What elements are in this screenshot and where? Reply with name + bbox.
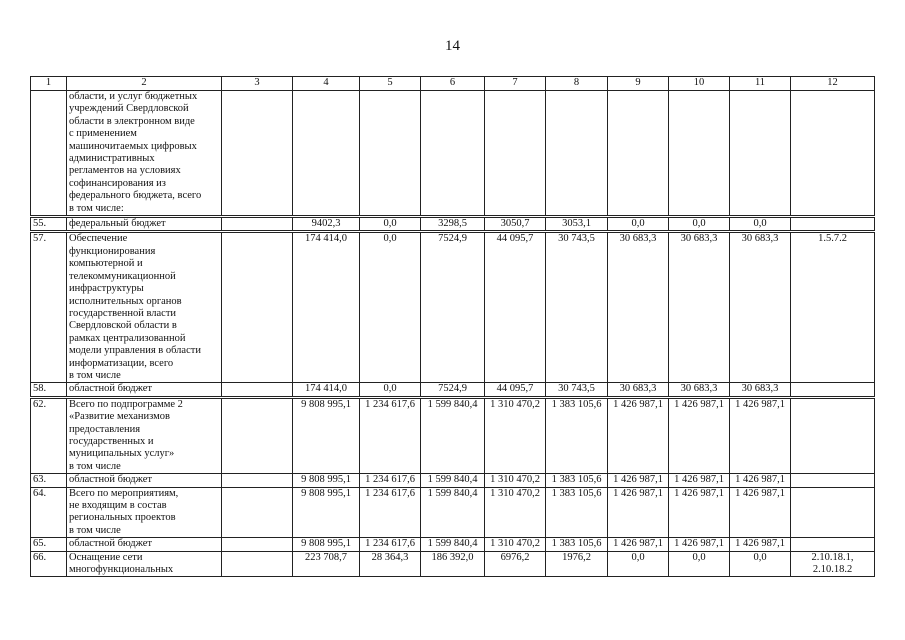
value-cell: 1 426 987,1 <box>669 487 730 538</box>
row-name-line: областной бюджет <box>69 474 152 486</box>
value-cell: 174 414,0 <box>293 383 360 397</box>
table-row <box>31 383 875 397</box>
row-name <box>67 487 222 538</box>
value-cell <box>669 91 730 217</box>
value-cell: 1 310 470,2 <box>485 538 546 551</box>
value-cell: 30 683,3 <box>669 232 730 383</box>
row-name-line: машиночитаемых цифровых <box>69 140 197 152</box>
value-cell: 1 234 617,6 <box>360 487 421 538</box>
row-number: 62. <box>31 397 67 473</box>
value-cell: 1 426 987,1 <box>730 474 791 487</box>
table-row <box>31 487 875 538</box>
value-cell <box>293 91 360 217</box>
value-cell: 30 743,5 <box>546 232 608 383</box>
value-cell: 1 426 987,1 <box>669 538 730 551</box>
row-col3 <box>222 474 293 487</box>
target-code: 1.5.7.2 <box>791 232 875 383</box>
row-number: 55. <box>31 217 67 232</box>
row-name <box>67 474 222 487</box>
value-cell: 30 683,3 <box>730 232 791 383</box>
target-code <box>791 487 875 538</box>
value-cell: 1 383 105,6 <box>546 397 608 473</box>
row-name-line: муниципальных услуг» <box>69 448 175 460</box>
row-name <box>67 217 222 232</box>
value-cell: 1 383 105,6 <box>546 538 608 551</box>
row-name-line: регламентов на условиях <box>69 165 181 177</box>
row-col3 <box>222 383 293 397</box>
value-cell: 1 426 987,1 <box>608 474 669 487</box>
row-name <box>67 397 222 473</box>
value-cell: 1 383 105,6 <box>546 474 608 487</box>
row-name-line: областной бюджет <box>69 538 152 550</box>
value-cell: 9 808 995,1 <box>293 487 360 538</box>
value-cell: 6976,2 <box>485 551 546 577</box>
row-name-line: в том числе: <box>69 202 124 214</box>
row-name-line: региональных проектов <box>69 512 176 524</box>
header-cell: 9 <box>608 77 669 91</box>
row-name-line: в том числе <box>69 369 121 381</box>
row-name-line: государственных и <box>69 435 154 447</box>
row-name-line: административных <box>69 153 155 165</box>
row-name-line: софинансирования из <box>69 177 166 189</box>
value-cell: 28 364,3 <box>360 551 421 577</box>
value-cell: 7524,9 <box>421 232 485 383</box>
value-cell: 1 234 617,6 <box>360 397 421 473</box>
value-cell: 1 599 840,4 <box>421 397 485 473</box>
value-cell: 223 708,7 <box>293 551 360 577</box>
value-cell: 3298,5 <box>421 217 485 232</box>
value-cell: 1 234 617,6 <box>360 538 421 551</box>
table-row <box>31 538 875 551</box>
row-name-line: предоставления <box>69 423 141 435</box>
header-cell: 3 <box>222 77 293 91</box>
row-name-line: в том числе <box>69 460 121 472</box>
value-cell: 1 599 840,4 <box>421 474 485 487</box>
table-row <box>31 551 875 577</box>
row-col3 <box>222 91 293 217</box>
table-header-row <box>31 77 875 91</box>
budget-table <box>30 76 875 577</box>
row-name-line: инфраструктуры <box>69 283 144 295</box>
value-cell: 30 683,3 <box>669 383 730 397</box>
value-cell: 0,0 <box>730 217 791 232</box>
row-name-line: федеральный бюджет <box>69 218 166 230</box>
value-cell: 1 426 987,1 <box>730 538 791 551</box>
value-cell <box>485 91 546 217</box>
row-name-line: учреждений Свердловской <box>69 103 189 115</box>
row-name-line: Всего по мероприятиям, <box>69 487 179 499</box>
value-cell: 9 808 995,1 <box>293 538 360 551</box>
row-name <box>67 551 222 577</box>
row-name-line: федерального бюджета, всего <box>69 190 202 202</box>
value-cell: 1 426 987,1 <box>608 538 669 551</box>
value-cell: 174 414,0 <box>293 232 360 383</box>
value-cell: 1 426 987,1 <box>669 474 730 487</box>
value-cell: 1 599 840,4 <box>421 487 485 538</box>
value-cell <box>730 91 791 217</box>
row-name-line: Свердловской области в <box>69 320 177 332</box>
row-name-line: областной бюджет <box>69 383 152 395</box>
header-cell: 7 <box>485 77 546 91</box>
header-cell: 6 <box>421 77 485 91</box>
value-cell: 1 426 987,1 <box>608 487 669 538</box>
row-name-line: в том числе <box>69 524 121 536</box>
row-name-line: модели управления в области <box>69 345 201 357</box>
page-number: 14 <box>445 38 460 54</box>
row-name <box>67 91 222 217</box>
header-cell: 11 <box>730 77 791 91</box>
table-row <box>31 91 875 217</box>
target-code <box>791 538 875 551</box>
row-name-line: компьютерной и <box>69 258 143 270</box>
row-name-line: Обеспечение <box>69 233 128 245</box>
table-row <box>31 217 875 232</box>
value-cell: 1 426 987,1 <box>608 397 669 473</box>
row-name-line: области, и услуг бюджетных <box>69 91 198 102</box>
row-col3 <box>222 551 293 577</box>
value-cell: 1976,2 <box>546 551 608 577</box>
row-name-line: функционирования <box>69 245 156 257</box>
row-col3 <box>222 232 293 383</box>
value-cell: 186 392,0 <box>421 551 485 577</box>
value-cell: 9 808 995,1 <box>293 474 360 487</box>
value-cell: 1 599 840,4 <box>421 538 485 551</box>
value-cell: 30 683,3 <box>608 383 669 397</box>
target-code <box>791 397 875 473</box>
value-cell: 0,0 <box>360 232 421 383</box>
target-code <box>791 91 875 217</box>
value-cell <box>421 91 485 217</box>
value-cell: 1 310 470,2 <box>485 487 546 538</box>
row-number <box>31 91 67 217</box>
value-cell: 1 383 105,6 <box>546 487 608 538</box>
row-number: 58. <box>31 383 67 397</box>
value-cell: 1 426 987,1 <box>730 487 791 538</box>
value-cell: 7524,9 <box>421 383 485 397</box>
value-cell: 0,0 <box>730 551 791 577</box>
header-cell: 12 <box>791 77 875 91</box>
row-name <box>67 538 222 551</box>
value-cell: 3050,7 <box>485 217 546 232</box>
value-cell: 30 743,5 <box>546 383 608 397</box>
table-row <box>31 474 875 487</box>
value-cell: 30 683,3 <box>730 383 791 397</box>
row-name-line: информатизации, всего <box>69 357 174 369</box>
row-name-line: многофункциональных <box>69 564 174 576</box>
row-col3 <box>222 397 293 473</box>
value-cell: 1 310 470,2 <box>485 474 546 487</box>
value-cell: 44 095,7 <box>485 232 546 383</box>
header-cell: 5 <box>360 77 421 91</box>
target-code: 2.10.18.1, 2.10.18.2 <box>791 551 875 577</box>
row-col3 <box>222 217 293 232</box>
row-number: 57. <box>31 232 67 383</box>
value-cell: 0,0 <box>669 217 730 232</box>
value-cell <box>360 91 421 217</box>
value-cell: 3053,1 <box>546 217 608 232</box>
target-code <box>791 217 875 232</box>
row-name-line: области в электронном виде <box>69 115 195 127</box>
row-name-line: Оснащение сети <box>69 551 143 563</box>
value-cell: 0,0 <box>608 551 669 577</box>
row-name-line: рамках централизованной <box>69 332 186 344</box>
table-row <box>31 232 875 383</box>
row-name-line: государственной власти <box>69 307 177 319</box>
target-code <box>791 383 875 397</box>
value-cell: 0,0 <box>608 217 669 232</box>
value-cell: 9 808 995,1 <box>293 397 360 473</box>
row-number: 63. <box>31 474 67 487</box>
value-cell <box>608 91 669 217</box>
row-name-line: Всего по подпрограмме 2 <box>69 398 183 410</box>
header-cell: 1 <box>31 77 67 91</box>
row-number: 64. <box>31 487 67 538</box>
header-cell: 2 <box>67 77 222 91</box>
row-number: 66. <box>31 551 67 577</box>
value-cell: 0,0 <box>669 551 730 577</box>
value-cell: 1 426 987,1 <box>669 397 730 473</box>
row-col3 <box>222 487 293 538</box>
value-cell: 0,0 <box>360 383 421 397</box>
row-name-line: «Развитие механизмов <box>69 411 170 423</box>
row-col3 <box>222 538 293 551</box>
value-cell: 1 234 617,6 <box>360 474 421 487</box>
value-cell: 0,0 <box>360 217 421 232</box>
target-code <box>791 474 875 487</box>
value-cell: 44 095,7 <box>485 383 546 397</box>
value-cell <box>546 91 608 217</box>
row-name-line: исполнительных органов <box>69 295 182 307</box>
row-number: 65. <box>31 538 67 551</box>
row-name-line: не входящим в состав <box>69 500 167 511</box>
value-cell: 1 310 470,2 <box>485 397 546 473</box>
table-row <box>31 397 875 473</box>
row-name <box>67 232 222 383</box>
row-name-line: с применением <box>69 128 137 140</box>
row-name <box>67 383 222 397</box>
row-name-line: телекоммуникационной <box>69 270 176 282</box>
value-cell: 1 426 987,1 <box>730 397 791 473</box>
header-cell: 4 <box>293 77 360 91</box>
header-cell: 10 <box>669 77 730 91</box>
value-cell: 30 683,3 <box>608 232 669 383</box>
value-cell: 9402,3 <box>293 217 360 232</box>
header-cell: 8 <box>546 77 608 91</box>
